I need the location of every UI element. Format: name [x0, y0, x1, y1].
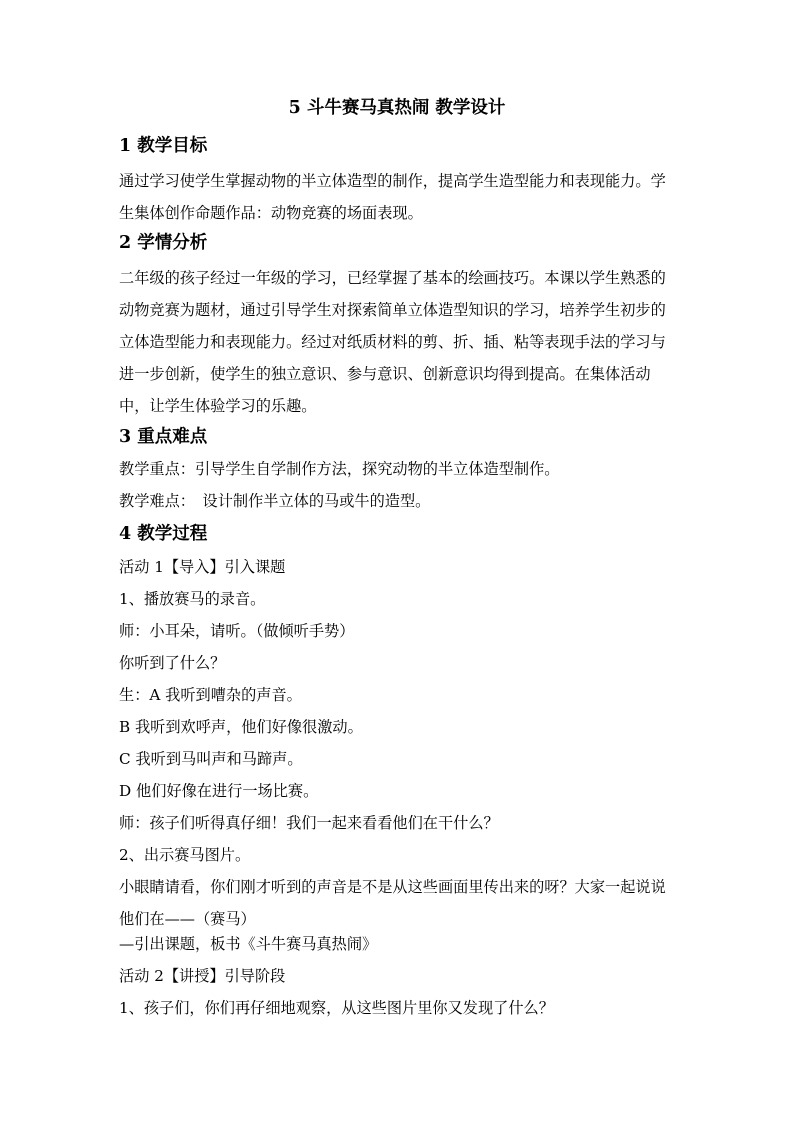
paragraph-analysis: 二年级的孩子经过一年级的学习，已经掌握了基本的绘画技巧。本课以学生熟悉的动物竞赛为题材，通过引导学生对探索简单立体造型知识的学习，培养学生初步的立体造型能力和表现能力。经过对纸质材料的剪、折、插、粘等表现手法的学习与进一步创新，使学生的独立意识、参与意识、创新意识均得到提高。在集体活动中，让学生体验学习的乐趣。 [119, 269, 666, 415]
process-line: —引出课题，板书《斗牛赛马真热闹》 [119, 935, 378, 953]
process-line: 2、出示赛马图片。 [119, 846, 251, 864]
process-line: 师：小耳朵，请听。（做倾听手势） [119, 622, 355, 640]
process-line: 活动 2【讲授】引导阶段 [119, 967, 286, 985]
section-heading-process: 4 教学过程 [119, 524, 208, 544]
paragraph-key-point: 教学重点：引导学生自学制作方法，探究动物的半立体造型制作。 [119, 460, 560, 478]
process-line: 小眼睛请看，你们刚才听到的声音是不是从这些画面里传出来的呀？大家一起说说他们在——（赛马） [119, 878, 666, 928]
process-line: 生：A 我听到嘈杂的声音。 [119, 686, 302, 704]
process-line: B 我听到欢呼声，他们好像很激动。 [119, 718, 363, 736]
section-heading-key-points: 3 重点难点 [119, 427, 208, 447]
process-line: 1、播放赛马的录音。 [119, 590, 266, 608]
paragraph-objectives: 通过学习使学生掌握动物的半立体造型的制作，提高学生造型能力和表现能力。学生集体创作命题作品：动物竞赛的场面表现。 [119, 172, 666, 222]
process-line: 1、孩子们，你们再仔细地观察，从这些图片里你又发现了什么？ [119, 999, 554, 1017]
section-heading-analysis: 2 学情分析 [119, 233, 208, 253]
process-line: C 我听到马叫声和马蹄声。 [119, 750, 303, 768]
paragraph-difficult-point: 教学难点： 设计制作半立体的马或牛的造型。 [119, 492, 431, 510]
process-line: 活动 1【导入】引入课题 [119, 558, 286, 576]
document-title: 5 斗牛赛马真热闹 教学设计 [288, 98, 506, 118]
process-line: D 他们好像在进行一场比赛。 [119, 782, 319, 800]
process-line: 师：孩子们听得真仔细！我们一起来看看他们在干什么？ [119, 814, 499, 832]
process-line: 你听到了什么？ [119, 654, 226, 672]
section-heading-objectives: 1 教学目标 [119, 136, 208, 156]
